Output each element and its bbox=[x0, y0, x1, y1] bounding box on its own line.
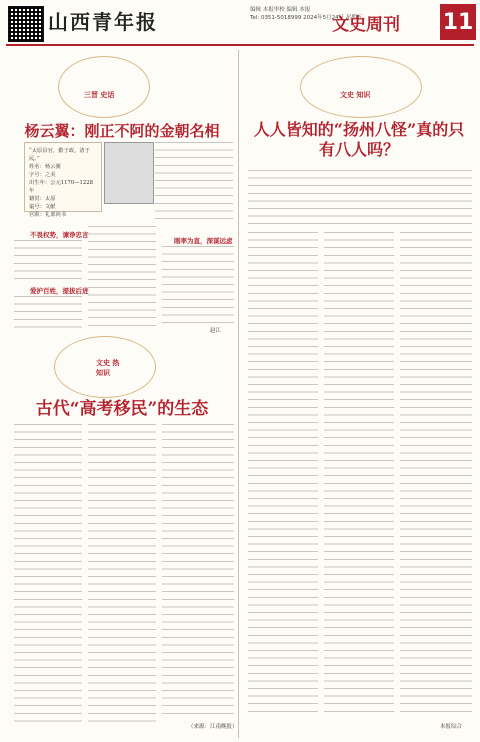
header-rule bbox=[6, 44, 474, 46]
section-badge-sanjin: 三晋 史话 bbox=[84, 91, 115, 99]
meta-line: 编辑 本报审校 编辑 本报 bbox=[250, 7, 311, 13]
profile-line: 谥号：文献 bbox=[29, 204, 56, 210]
subhead: 不畏权势，谏诤忠言 bbox=[30, 231, 89, 239]
article-text bbox=[324, 232, 394, 718]
meta-line: Tel: 0351-5018999 2024年5月24日 星期五 bbox=[250, 15, 363, 21]
article-text bbox=[88, 424, 156, 724]
article-text bbox=[14, 240, 82, 280]
article-title-yang: 杨云翼：刚正不阿的金朝名相 bbox=[24, 122, 220, 140]
column-divider bbox=[238, 50, 239, 738]
page-header bbox=[0, 0, 480, 48]
column-name: 文史周刊 bbox=[332, 15, 400, 35]
article-text bbox=[162, 424, 234, 718]
article-text bbox=[88, 226, 156, 332]
subhead: 刚率为直，深谋远虑 bbox=[174, 237, 233, 245]
qr-code bbox=[8, 6, 44, 42]
article-text bbox=[155, 142, 233, 222]
profile-line: 姓名：杨云翼 bbox=[29, 164, 61, 170]
profile-line: 字号：之美 bbox=[29, 172, 56, 178]
page-number: 11 bbox=[440, 4, 476, 40]
ornament-circle bbox=[300, 56, 422, 118]
article-text bbox=[162, 246, 234, 324]
subhead: 爱护百姓，提拔后进 bbox=[30, 287, 89, 295]
author: 本报综合 bbox=[440, 724, 463, 730]
newspaper-brand: 山西青年报 bbox=[48, 10, 158, 34]
profile-line: 官职：礼部尚书 bbox=[29, 212, 67, 218]
profile-line: “太原县官，勤于政，清于民。” bbox=[29, 148, 90, 162]
portrait-image bbox=[104, 142, 154, 204]
author: （来源：江南晚报） bbox=[188, 724, 238, 730]
author: 赵江 bbox=[210, 328, 222, 334]
article-title-yangzhou: 人人皆知的“扬州八怪”真的只有八人吗？ bbox=[253, 120, 465, 159]
profile-box bbox=[24, 142, 102, 218]
article-title-gaokao: 古代“高考移民”的生态 bbox=[35, 399, 209, 419]
section-badge-wenshi: 文史 热知识 bbox=[96, 359, 120, 377]
profile-line: 出生年：公元1170—1228年 bbox=[29, 180, 94, 194]
profile-line: 籍贯：太原 bbox=[29, 196, 56, 202]
article-text bbox=[14, 424, 82, 724]
section-badge-zhishi: 文史 知识 bbox=[340, 91, 371, 99]
article-text bbox=[14, 296, 82, 332]
article-text bbox=[248, 232, 318, 718]
ornament-circle bbox=[58, 56, 150, 118]
article-text bbox=[400, 232, 472, 718]
article-intro bbox=[248, 170, 472, 226]
